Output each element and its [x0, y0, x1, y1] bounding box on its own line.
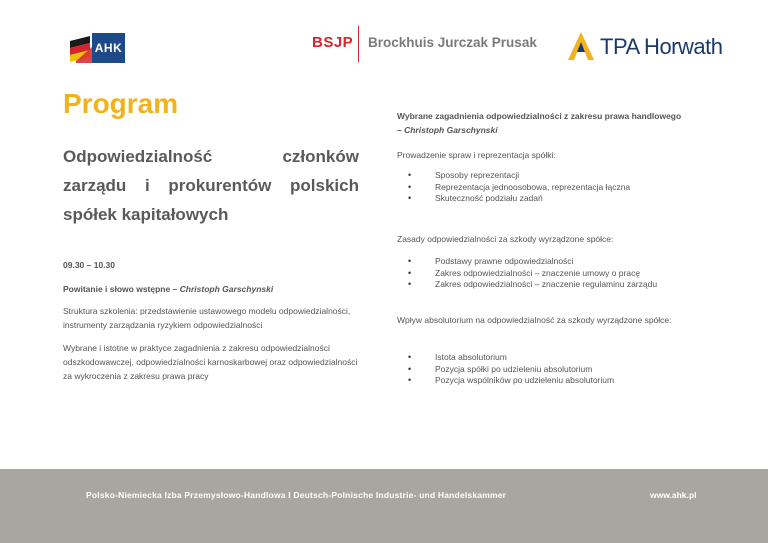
list-item: • Podstawy prawne odpowiedzialności	[408, 256, 657, 268]
session-time: 09.30 – 10.30	[63, 260, 115, 270]
section1-title: Prowadzenie spraw i reprezentacja spółki:	[397, 150, 556, 160]
section-heading-speaker: – Christoph Garschynski	[397, 125, 498, 135]
intro-label: Powitanie i słowo wstępne –	[63, 284, 180, 294]
bsjp-logo: BSJP	[312, 34, 354, 51]
section2-title: Zasady odpowiedzialności za szkody wyrządzone spółce:	[397, 234, 614, 244]
list-item: • Zakres odpowiedzialności – znaczenie regulaminu zarządu	[408, 279, 657, 291]
ahk-logo	[68, 33, 126, 63]
list-item: • Zakres odpowiedzialności – znaczenie umowy o pracę	[408, 268, 657, 280]
tpa-logo-icon	[566, 30, 596, 62]
bsjp-divider	[358, 26, 359, 62]
ahk-flag-icon	[68, 33, 94, 63]
list-item: • Sposoby reprezentacji	[408, 170, 630, 182]
list-item: • Reprezentacja jednoosobowa, reprezentacja łączna	[408, 182, 630, 194]
section-heading	[397, 109, 697, 137]
page-title: Program	[63, 88, 179, 119]
footer-url[interactable]: www.ahk.pl	[650, 490, 697, 500]
program-subtitle: Odpowiedzialność członków zarządu i prokurentów polskich spółek kapitałowych	[63, 147, 359, 224]
list-item: • Pozycja spółki po udzieleniu absolutorium	[408, 364, 614, 376]
footer-text: Polsko-Niemiecka Izba Przemysłowo-Handlowa I Deutsch-Polnische Industrie- und Handelskammer	[86, 490, 507, 500]
intro-line	[63, 284, 273, 294]
section3-list	[408, 352, 614, 387]
list-item: • Skuteczność podziału zadań	[408, 193, 630, 205]
section1-list	[408, 170, 630, 205]
tpa-logo-text: TPA Horwath	[600, 34, 723, 59]
paragraph-topics: Wybrane i istotne w praktyce zagadnienia z zakresu odpowiedzialności odszkodowawczej, odpowiedzialności karnoskarbowej oraz odpowiedzialności za wykroczenia z zakresu prawa pracy	[63, 343, 358, 381]
ahk-logo-text: AHK	[92, 33, 125, 63]
paragraph-structure: Struktura szkolenia: przedstawienie ustawowego modelu odpowiedzialności, instrumenty zarządzania ryzykiem odpowiedzialności	[63, 306, 351, 330]
list-item: • Istota absolutorium	[408, 352, 614, 364]
section-heading-title: Wybrane zagadnienia odpowiedzialności z zakresu prawa handlowego	[397, 111, 682, 121]
section2-list	[408, 256, 657, 291]
intro-speaker: Christoph Garschynski	[179, 284, 274, 294]
bsjp-firm-name: Brockhuis Jurczak Prusak	[368, 35, 537, 50]
list-item: • Pozycja wspólników po udzieleniu absolutorium	[408, 375, 614, 387]
footer-bar	[0, 469, 768, 543]
section3-title: Wpływ absolutorium na odpowiedzialność za szkody wyrządzone spółce:	[397, 315, 672, 325]
